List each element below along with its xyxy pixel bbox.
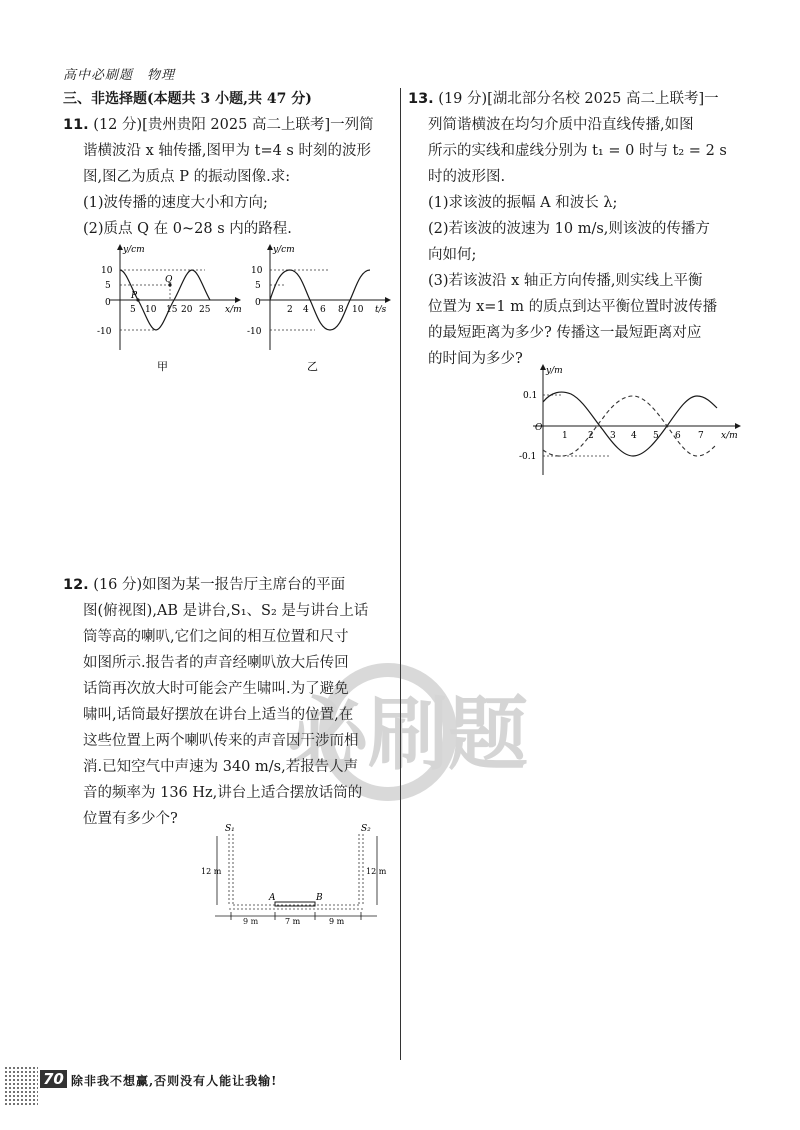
q13-line-7: 向如何; [428,247,477,263]
q13-xtick-5: 5 [653,431,659,441]
q12-line-6: 啸叫,话筒最好摆放在讲台上适当的位置,在 [83,707,354,723]
footer-motto: 除非我不想赢,否则没有人能让我输! [71,1074,278,1088]
graph-b-caption: 乙 [307,360,318,373]
q11-line-3: 图,图乙为质点 P 的振动图像.求: [83,169,291,185]
q12-line-7: 这些位置上两个喇叭传来的声音因干涉而相 [83,733,359,749]
graph-a-xtick-10: 10 [145,305,157,315]
q13-line-6: (2)若该波的波速为 10 m/s,则该波的传播方 [428,221,710,237]
column-divider [400,88,401,1060]
q13-ylabel: y/m [546,366,563,376]
q13-xtick-2: 2 [588,431,594,441]
q12-line-4: 如图所示.报告者的声音经喇叭放大后传回 [83,655,349,671]
graph-a-point-q: Q [165,275,173,285]
q12-stage-diagram [195,820,395,925]
graph-b-xtick-4: 4 [303,305,309,315]
q13-line-10: 的最短距离为多少? 传播这一最短距离对应 [428,325,702,341]
graph-a-ytick-0: 0 [105,298,111,308]
graph-a-xtick-20: 20 [181,305,193,315]
q13-xtick-4: 4 [631,431,637,441]
q13-line-8: (3)若该波沿 x 轴正方向传播,则实线上平衡 [428,273,703,289]
q12-line-2: 图(俯视图),AB 是讲台,S₁、S₂ 是与讲台上话 [83,603,369,619]
q11-graph-a [95,240,245,375]
q13-line-2: 列简谐横波在均匀介质中沿直线传播,如图 [428,117,694,133]
graph-b-xlabel: t/s [375,305,387,315]
q13-ytick-neg01: -0.1 [519,452,537,462]
diagram-height-left: 12 m [201,867,222,876]
q11-graph-b [245,240,395,375]
question-13-number: 13. [408,91,434,107]
q13-graph [515,360,745,480]
diagram-lectern [275,902,315,906]
q13-origin: O [535,423,543,433]
q13-line-4: 时的波形图. [428,169,506,185]
question-11-number: 11. [63,117,89,133]
header-title: 高中必刷题 物理 [63,68,176,83]
q11-line-1: (12 分)[贵州贵阳 2025 高二上联考]一列简 [93,117,374,133]
graph-b-ytick-0: 0 [255,298,261,308]
watermark-logo [268,662,558,812]
diagram-s2: S₂ [361,824,371,834]
question-11 [63,112,393,242]
q11-line-4: (1)波传播的速度大小和方向; [83,195,268,211]
diagram-a: A [269,893,276,903]
graph-a-ytick-5: 5 [105,281,111,291]
graph-a-xtick-15: 15 [166,305,178,315]
question-12-number: 12. [63,577,89,593]
graph-a-ylabel: y/cm [123,245,145,255]
q13-xtick-3: 3 [610,431,616,441]
diagram-seg1: 9 m [243,917,259,925]
q13-line-5: (1)求该波的振幅 A 和波长 λ; [428,195,618,211]
graph-b-xtick-6: 6 [320,305,326,315]
q13-line-1: (19 分)[湖北部分名校 2025 高二上联考]一 [438,91,719,107]
q13-xlabel: x/m [721,431,738,441]
graph-a-point-p: P [131,291,138,301]
q11-line-5: (2)质点 Q 在 0~28 s 内的路程. [83,221,292,237]
graph-a-ytick-neg10: -10 [97,327,112,337]
graph-a-ytick-10: 10 [101,266,113,276]
q12-line-3: 筒等高的喇叭,它们之间的相互位置和尺寸 [83,629,349,645]
diagram-seg2: 7 m [285,917,301,925]
diagram-height-right: 12 m [366,867,387,876]
graph-a-xtick-5: 5 [130,305,136,315]
graph-b-ytick-5: 5 [255,281,261,291]
diagram-b: B [316,893,323,903]
graph-a-xlabel: x/m [225,305,242,315]
q13-xtick-6: 6 [675,431,681,441]
q13-line-9: 位置为 x=1 m 的质点到达平衡位置时波传播 [428,299,718,315]
graph-b-ylabel: y/cm [273,245,295,255]
q13-line-3: 所示的实线和虚线分别为 t₁ = 0 时与 t₂ = 2 s [428,143,727,159]
q12-line-9: 音的频率为 136 Hz,讲台上适合摆放话筒的 [83,785,363,801]
q12-line-5: 话筒再次放大时可能会产生啸叫.为了避免 [83,681,349,697]
section-title: 三、非选择题(本题共 3 小题,共 47 分) [63,91,312,107]
graph-b-xtick-8: 8 [338,305,344,315]
graph-a-xtick-25: 25 [199,305,211,315]
q13-line-11: 的时间为多少? [428,351,523,367]
diagram-seg3: 9 m [329,917,345,925]
graph-b-ytick-10: 10 [251,266,263,276]
q12-line-1: (16 分)如图为某一报告厅主席台的平面 [93,577,346,593]
watermark-text: 必刷题 [288,687,528,781]
q13-xtick-7: 7 [698,431,704,441]
q12-line-10: 位置有多少个? [83,811,178,827]
q12-line-8: 消.已知空气中声速为 340 m/s,若报告人声 [83,759,359,775]
diagram-s1: S₁ [225,824,235,834]
q13-ytick-01: 0.1 [523,391,538,401]
footer-dots [4,1066,38,1106]
graph-b-ytick-neg10: -10 [247,327,262,337]
q13-solid-wave [543,392,717,456]
q11-line-2: 谐横波沿 x 轴传播,图甲为 t=4 s 时刻的波形 [83,143,371,159]
graph-b-xtick-10: 10 [352,305,364,315]
question-13 [408,86,748,372]
graph-a-caption: 甲 [157,360,168,373]
q13-xtick-1: 1 [562,431,568,441]
graph-b-xtick-2: 2 [287,305,293,315]
page-number: 70 [40,1070,67,1088]
